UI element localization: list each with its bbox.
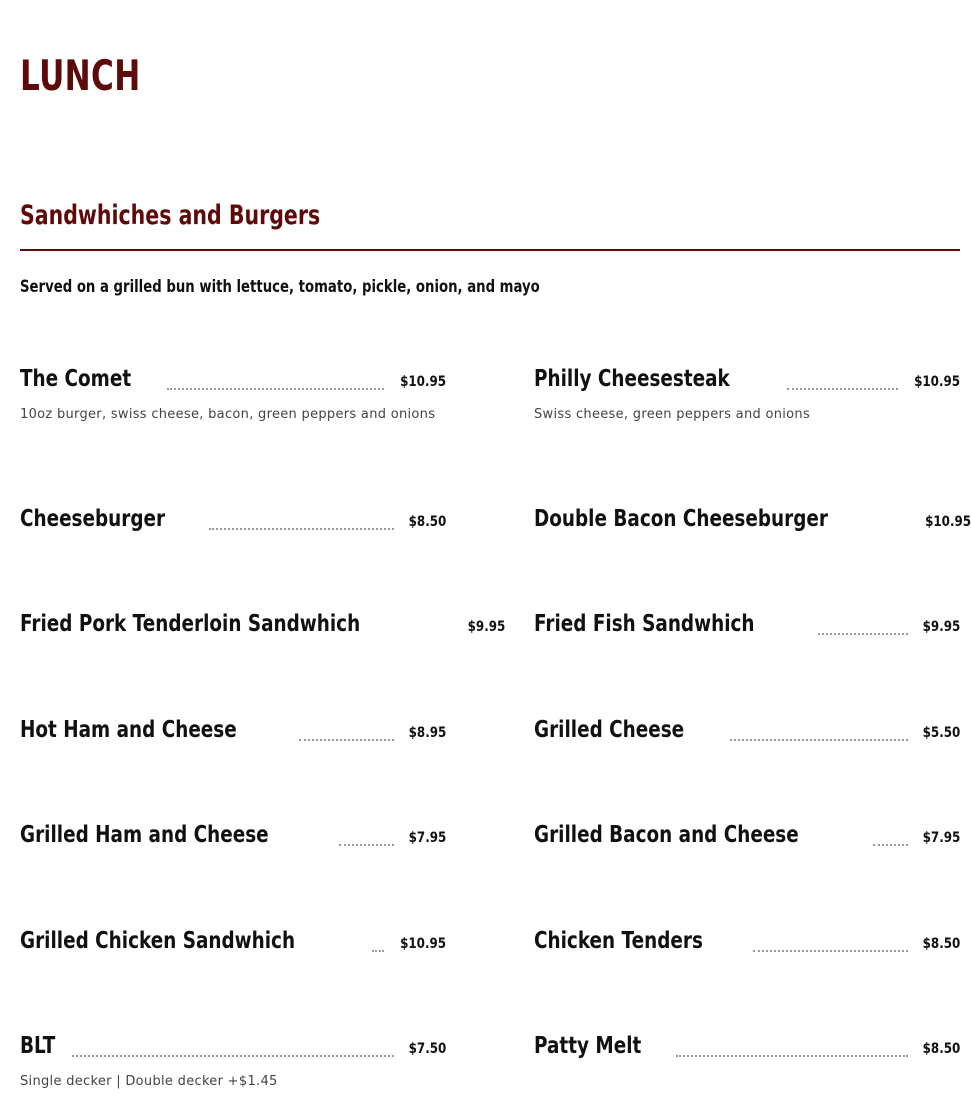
section-title: Sandwhiches and Burgers — [20, 200, 321, 231]
menu-item-description: Single decker | Double decker +$1.45 — [20, 1074, 278, 1089]
menu-item-grilled-ham-and-cheese — [20, 820, 446, 854]
menu-item-price: $10.95 — [400, 374, 446, 390]
leader-dots — [339, 844, 394, 846]
menu-item-name: Philly Cheesesteak — [534, 366, 730, 392]
leader-dots — [167, 388, 384, 390]
menu-item-name: Cheeseburger — [20, 506, 166, 532]
leader-dots — [873, 844, 908, 846]
menu-item-philly-cheesesteak — [534, 364, 960, 424]
page-title: LUNCH — [20, 51, 141, 100]
menu-item-fried-fish — [534, 609, 960, 643]
menu-item-price: $10.95 — [400, 936, 446, 952]
menu-item-grilled-bacon-and-cheese — [534, 820, 960, 854]
menu-item-name: Chicken Tenders — [534, 928, 703, 954]
menu-item-price: $7.95 — [408, 830, 446, 846]
leader-dots — [72, 1055, 394, 1057]
leader-dots — [787, 388, 898, 390]
menu-item-name: Grilled Ham and Cheese — [20, 822, 269, 848]
menu-item-cheeseburger — [20, 504, 446, 538]
menu-item-name: Grilled Bacon and Cheese — [534, 822, 799, 848]
leader-dots — [730, 739, 908, 741]
menu-item-price: $8.95 — [408, 725, 446, 741]
menu-item-price: $10.95 — [925, 514, 971, 530]
menu-item-name: Patty Melt — [534, 1033, 642, 1059]
menu-item-name: BLT — [20, 1033, 56, 1059]
menu-item-blt — [20, 1031, 446, 1091]
menu-item-price: $9.95 — [467, 619, 506, 635]
menu-item-name: Grilled Chicken Sandwhich — [20, 928, 296, 954]
leader-dots — [753, 950, 908, 952]
section-note: Served on a grilled bun with lettuce, tomato, pickle, onion, and mayo — [20, 277, 540, 297]
menu-item-grilled-chicken — [20, 926, 446, 960]
menu-item-name: Grilled Cheese — [534, 717, 685, 743]
leader-dots — [372, 950, 384, 952]
menu-item-double-bacon-cheeseburger — [534, 504, 971, 538]
menu-item-patty-melt — [534, 1031, 960, 1065]
menu-item-price: $8.50 — [922, 936, 960, 952]
menu-item-name: Fried Pork Tenderloin Sandwhich — [20, 611, 361, 637]
leader-dots — [818, 633, 908, 635]
menu-item-name: The Comet — [20, 366, 132, 392]
menu-item-name: Fried Fish Sandwhich — [534, 611, 755, 637]
menu-item-description: Swiss cheese, green peppers and onions — [534, 407, 811, 422]
menu-item-price: $5.50 — [922, 725, 960, 741]
menu-item-name: Hot Ham and Cheese — [20, 717, 237, 743]
menu-item-price: $9.95 — [922, 619, 960, 635]
menu-item-price: $10.95 — [914, 374, 960, 390]
menu-item-price: $7.95 — [922, 830, 960, 846]
menu-item-description: 10oz burger, swiss cheese, bacon, green peppers and onions — [20, 407, 436, 422]
menu-item-price: $8.50 — [408, 514, 446, 530]
leader-dots — [209, 528, 393, 530]
menu-item-grilled-cheese — [534, 715, 960, 749]
menu-item-price: $8.50 — [922, 1041, 960, 1057]
menu-item-chicken-tenders — [534, 926, 960, 960]
menu-item-the-comet — [20, 364, 446, 424]
menu-item-hot-ham-and-cheese — [20, 715, 446, 749]
leader-dots — [299, 739, 394, 741]
menu-item-fried-pork-tenderloin — [20, 609, 506, 643]
menu-item-name: Double Bacon Cheeseburger — [534, 506, 828, 532]
menu-item-price: $7.50 — [408, 1041, 446, 1057]
section-divider — [20, 249, 960, 251]
leader-dots — [676, 1055, 908, 1057]
